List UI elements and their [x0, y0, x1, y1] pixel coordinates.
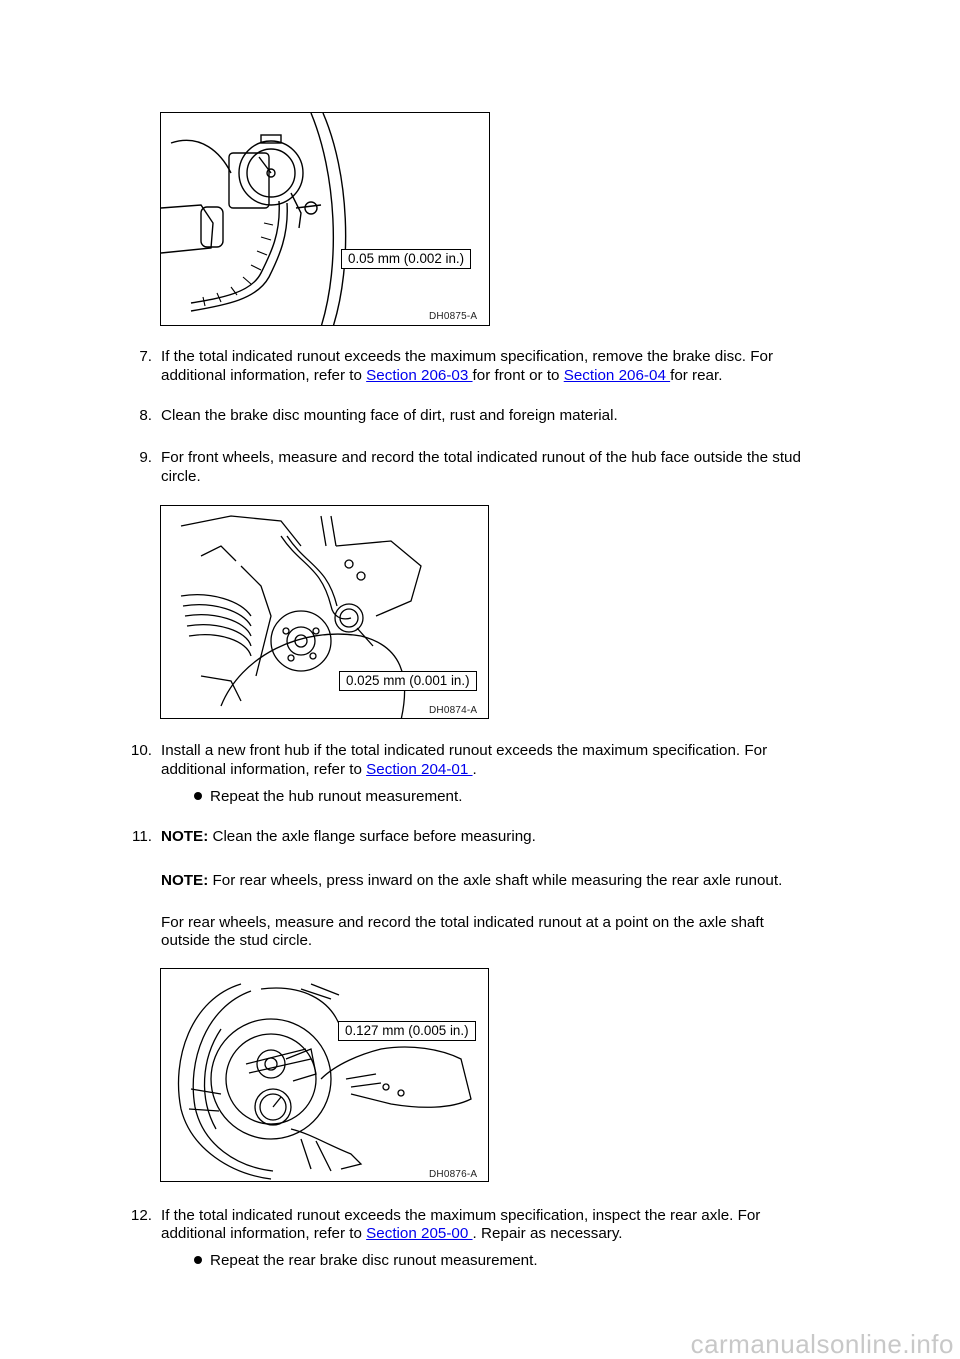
step-7-line-1: If the total indicated runout exceeds the maximum specification, remove the brake disc. For	[161, 348, 774, 365]
bullet-icon	[194, 1256, 202, 1264]
step-number: 9.	[139, 449, 152, 466]
figure-code: DH0875-A	[429, 311, 478, 322]
step-9-line-2: circle.	[161, 468, 201, 485]
note-label: NOTE:	[161, 828, 209, 845]
step-10-line-2	[161, 760, 477, 779]
figure-callout: 0.025 mm (0.001 in.)	[339, 671, 477, 691]
disc-runout-illustration	[161, 113, 490, 326]
note-2-text: For rear wheels, press inward on the axle shaft while measuring the rear axle runout.	[208, 872, 783, 889]
step-10-line-1: Install a new front hub if the total indicated runout exceeds the maximum specification. For	[161, 742, 768, 759]
step-7-text: additional information, refer to	[161, 367, 367, 384]
step-11-line-2: outside the stud circle.	[161, 932, 313, 949]
section-206-03-link[interactable]: Section 206-03	[366, 367, 473, 384]
section-205-00-link[interactable]: Section 205-00	[366, 1225, 473, 1242]
figure-callout: 0.127 mm (0.005 in.)	[338, 1021, 476, 1041]
step-12-substep: Repeat the rear brake disc runout measurement.	[210, 1252, 538, 1269]
step-12-line-1: If the total indicated runout exceeds the maximum specification, inspect the rear axle. For	[161, 1207, 761, 1224]
step-12-text: additional information, refer to	[161, 1225, 367, 1242]
note-1-text: Clean the axle flange surface before measuring.	[208, 828, 536, 845]
section-206-04-link[interactable]: Section 206-04	[563, 367, 671, 384]
step-10-text-end: .	[472, 761, 477, 778]
step-12-line-2	[161, 1224, 623, 1243]
step-10-text: additional information, refer to	[161, 761, 367, 778]
figure-code: DH0876-A	[429, 1169, 478, 1180]
bullet-icon	[194, 792, 202, 800]
step-8-text: Clean the brake disc mounting face of dirt, rust and foreign material.	[161, 407, 618, 424]
step-number: 10.	[130, 742, 152, 759]
step-number: 11.	[132, 828, 152, 845]
step-7-text-end: for rear.	[670, 367, 723, 384]
site-watermark: carmanualsonline.info	[690, 1329, 954, 1359]
note-2	[161, 871, 782, 890]
axle-runout-illustration	[161, 969, 489, 1182]
step-7-text-mid: for front or to	[472, 367, 564, 384]
step-number: 12.	[130, 1207, 152, 1224]
step-9-line-1: For front wheels, measure and record the total indicated runout of the hub face outside the stud	[161, 449, 801, 466]
note-label: NOTE:	[161, 872, 209, 889]
step-11-line-1: For rear wheels, measure and record the total indicated runout at a point on the axle shaft	[161, 914, 764, 931]
step-12-text-end: . Repair as necessary.	[472, 1225, 623, 1242]
section-204-01-link[interactable]: Section 204-01	[366, 761, 473, 778]
step-7-line-2	[161, 366, 722, 385]
step-number: 8.	[139, 407, 152, 424]
figure-dial-indicator-disc	[160, 112, 490, 326]
step-10-substep: Repeat the hub runout measurement.	[210, 788, 463, 805]
note-1	[161, 827, 536, 846]
figure-dial-indicator-hub	[160, 505, 489, 719]
figure-code: DH0874-A	[429, 705, 478, 716]
figure-callout: 0.05 mm (0.002 in.)	[341, 249, 471, 269]
step-number: 7.	[139, 348, 152, 365]
figure-dial-indicator-axle	[160, 968, 489, 1182]
